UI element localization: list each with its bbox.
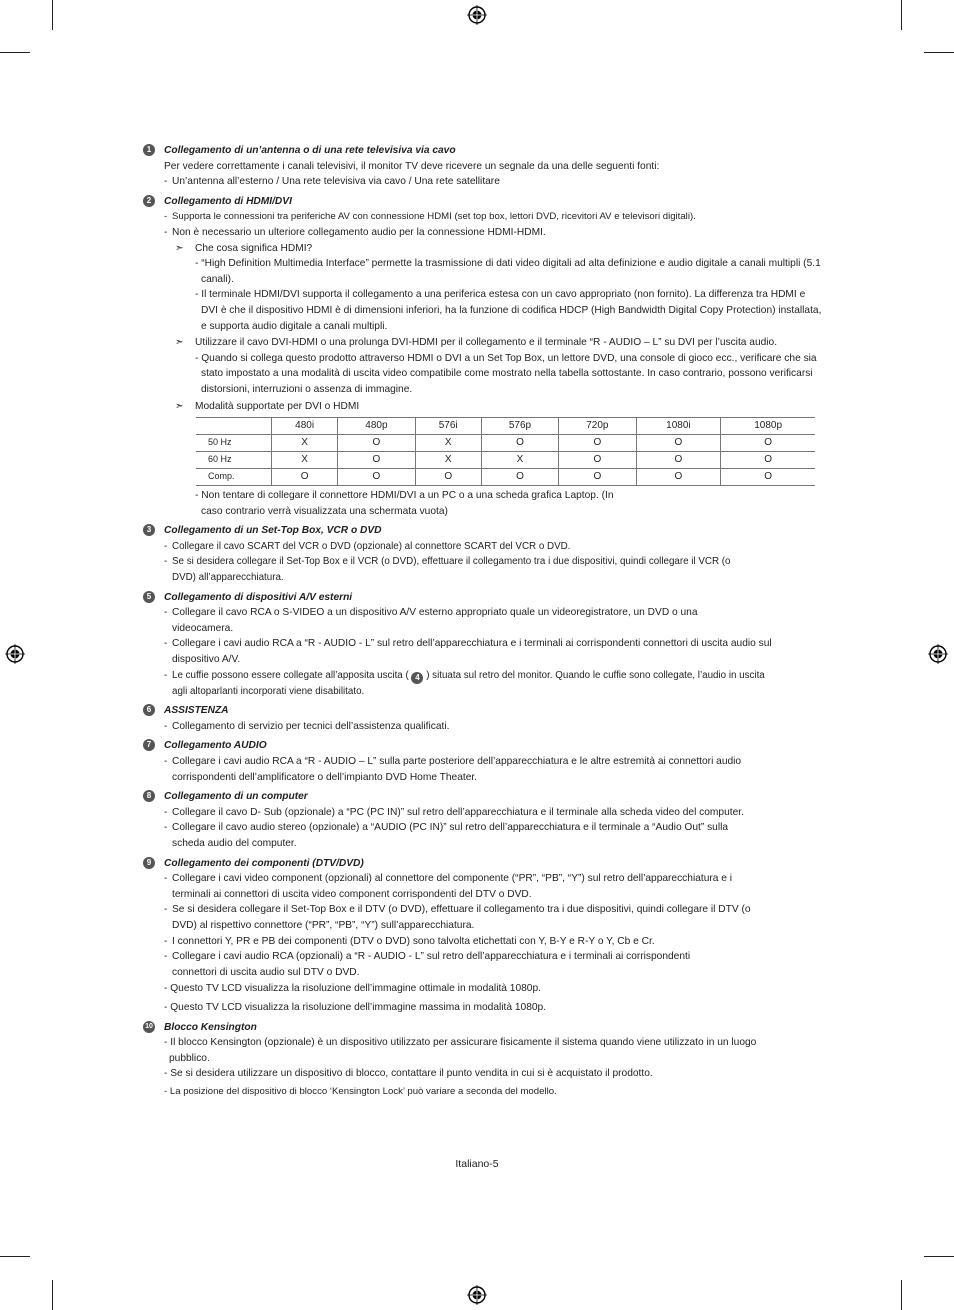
table-cell: 50 Hz [196,435,272,452]
note-text: - Se si desidera utilizzare un dispositivo di blocco, contattare il punto vendita in cui si è acquistato il prodotto. [164,1068,653,1080]
table-cell: 60 Hz [196,452,272,469]
list-item: - Collegamento di servizio per tecnici dell’assistenza qualificati. [143,719,823,735]
list-item: - Supporta le connessioni tra periferiche AV con connessione HDMI (set top box, lettori DVD, ricevitori AV e televisori digitali). [143,209,823,225]
section-settopbox [143,523,823,585]
section-number-badge: 8 [143,790,155,802]
note [143,1000,823,1016]
supported-modes-table [196,417,815,486]
crop-mark [901,1280,902,1310]
table-row [196,452,815,469]
table-header-cell: 576p [481,418,558,435]
note-title: Modalità supportate per DVI o HDMI [195,400,360,412]
note-title: Che cosa significa HDMI? [195,242,313,254]
table-cell: Comp. [196,469,272,486]
section-title: Collegamento dei componenti (DTV/DVD) [164,857,364,869]
crop-mark [924,1256,954,1257]
section-heading [143,738,823,754]
section-title: Collegamento AUDIO [164,740,267,752]
list-item: - Collegare il cavo RCA o S-VIDEO a un dispositivo A/V esterno appropriato quale un videoregistratore, un DVD o una videocamera. [143,605,742,636]
table-cell: O [559,469,636,486]
note-subitem-text: - Quando si collega questo prodotto attraverso HDMI o DVI a un Set Top Box, un lettore DVD, una console di gioco ecc., verificare che sia stato impostato a una modalità di uscita video compatibile come mostrato nella tabella sottostante. In caso contrario, possono verificarsi distorsioni, interruzioni o assenza di immagine. [195,352,817,395]
table-cell: O [272,469,338,486]
list-item: - Collegare i cavi audio RCA a “R - AUDIO - L” sul retro dell’apparecchiatura e i terminali ai corrispondenti connettori di uscita audio sul dispositivo A/V. [143,636,772,667]
note-text: - Questo TV LCD visualizza la risoluzione dell’immagine ottimale in modalità 1080p. [164,983,541,995]
registration-mark-icon [467,1285,487,1305]
registration-mark-icon [5,644,25,664]
note-text: - Il blocco Kensington (opzionale) è un dispositivo utilizzato per assicurare fisicamente il sistema quando viene utilizzato in un luogo pubblico. [164,1037,757,1064]
table-cell: O [338,452,415,469]
section-title: Collegamento di dispositivi A/V esterni [164,591,353,603]
arrow-note-icon: ➣ [175,337,184,349]
section-heading [143,789,823,805]
table-header-cell: 480i [272,418,338,435]
section-av-external [143,590,823,700]
section-computer [143,789,823,851]
list-item: - Collegare il cavo D- Sub (opzionale) a “PC (PC IN)” sul retro dell’apparecchiatura e il terminale alla scheda video del computer. [143,805,823,821]
table-cell: O [636,469,721,486]
section-heading [143,523,823,539]
note [143,241,823,257]
note-title: Utilizzare il cavo DVI-HDMI o una prolunga DVI-HDMI per il collegamento e il terminale “R - AUDIO – L” su DVI per l’uscita audio. [195,337,778,349]
table-row [196,435,815,452]
table-cell: O [721,469,815,486]
section-number-badge: 6 [143,704,155,716]
crop-mark [0,52,30,53]
section-heading [143,590,823,606]
section-heading [143,194,823,210]
table-cell: X [481,452,558,469]
section-title: Collegamento di HDMI/DVI [164,195,292,207]
table-header-cell: 576i [415,418,481,435]
table-header-cell: 1080p [721,418,815,435]
section-service [143,703,823,734]
table-cell: X [415,435,481,452]
note [143,981,823,997]
table-header-cell [196,418,272,435]
list-item: - Se si desidera collegare il Set-Top Box e il VCR (o DVD), effettuare il collegamento tra i due dispositivi, quindi collegare il VCR (o DVD) all’apparecchiatura. [143,554,747,585]
list-item: - Collegare il cavo SCART del VCR o DVD (opzionale) al connettore SCART del VCR o DVD. [143,539,823,555]
table-cell: O [481,435,558,452]
paragraph: Per vedere correttamente i canali televisivi, il monitor TV deve ricevere un segnale da una delle seguenti fonti: [164,160,660,172]
note-subitem [143,488,625,519]
note-subitem-text: - “High Definition Multimedia Interface” permette la trasmissione di dati video digitali ad alta definizione e audio digitale a canali multipli (5.1 canali). [195,258,821,285]
list-item: - Collegare i cavi audio RCA a “R - AUDIO – L” sulla parte posteriore dell’apparecchiatura e le altre estremità ai connettori audio corrispondenti dell’amplificatore o dell’impianto DVD Home Theater. [143,754,752,785]
list-item: - Collegare il cavo audio stereo (opzionale) a “AUDIO (PC IN)” sul retro dell’apparecchiatura e il terminale a “Audio Out” sulla scheda audio del computer. [143,820,762,851]
section-number-badge: 10 [143,1021,155,1033]
note-text: - Questo TV LCD visualizza la risoluzione dell’immagine massima in modalità 1080p. [164,1001,547,1013]
list-item: - Le cuffie possono essere collegate all’apposita uscita ( 4 ) situata sul retro del monitor. Quando le cuffie sono collegate, l’audio in uscita agli altoparlanti incorporati viene disabilitato. [143,668,772,700]
section-title: Collegamento di un’antenna o di una rete televisiva via cavo [164,145,456,156]
table-cell: O [559,435,636,452]
registration-mark-icon [467,5,487,25]
table-header-row [196,418,815,435]
note [143,1084,823,1100]
note-subitem [143,256,823,287]
crop-mark [52,1280,53,1310]
crop-mark [0,1256,30,1257]
note-subitem-text: - Non tentare di collegare il connettore HDMI/DVI a un PC o a una scheda grafica Laptop. (In caso contrario verrà visualizzata una schermata vuota) [195,490,614,517]
section-heading [143,856,823,872]
section-title: Collegamento di un Set-Top Box, VCR o DVD [164,525,382,537]
note-subitem [143,351,823,398]
section-hdmi-dvi [143,194,823,520]
section-heading [143,143,823,159]
section-title: Blocco Kensington [164,1021,257,1033]
section-audio [143,738,823,785]
section-kensington [143,1020,823,1100]
table-cell: O [636,452,721,469]
table-cell: O [415,469,481,486]
crop-mark [901,0,902,30]
note-subitem [143,287,823,334]
table-cell: O [338,469,415,486]
section-number-badge: 9 [143,857,155,869]
note [143,1035,774,1066]
registration-mark-icon [928,644,948,664]
document-body [143,143,823,1099]
table-header-cell: 480p [338,418,415,435]
section-components [143,856,823,1016]
section-antenna [143,143,823,190]
section-number-badge: 7 [143,739,155,751]
table-cell: O [721,452,815,469]
note [143,1066,823,1082]
table-cell: O [721,435,815,452]
section-number-badge: 5 [143,591,155,603]
table-row [196,469,815,486]
headphone-port-number-badge: 4 [411,672,423,684]
note-subitem-text: - Il terminale HDMI/DVI supporta il collegamento a una periferica estesa con un cavo appropriato (non fornito). La differenza tra HDMI e DVI è che il dispositivo HDMI è di dimensioni inferiori, ha la funzione di codifica HDCP (High Bandwidth Digital Copy Protection) installata, e supporta audio digitale a canali multipli. [195,289,822,332]
section-title: Collegamento di un computer [164,791,308,803]
list-item: - Un’antenna all’esterno / Una rete televisiva via cavo / Una rete satellitare [143,174,823,190]
section-number-badge: 1 [143,144,155,156]
list-item: - Non è necessario un ulteriore collegamento audio per la connessione HDMI-HDMI. [143,225,823,241]
list-item: - I connettori Y, PR e PB dei componenti (DTV o DVD) sono talvolta etichettati con Y, B-Y e R-Y o Y, Cb e Cr. [143,934,823,950]
arrow-note-icon: ➣ [175,400,184,412]
arrow-note-icon: ➣ [175,242,184,254]
table-cell: O [481,469,558,486]
table-header-cell: 720p [559,418,636,435]
crop-mark [924,52,954,53]
page-footer: Italiano-5 [455,1158,499,1170]
table-cell: X [415,452,481,469]
note-text: - La posizione del dispositivo di blocco ‘Kensington Lock’ può variare a seconda del modello. [164,1085,557,1097]
table-cell: X [272,435,338,452]
section-number-badge: 3 [143,524,155,536]
section-heading [143,703,823,719]
table-cell: O [636,435,721,452]
table-cell: X [272,452,338,469]
section-title: ASSISTENZA [164,705,229,717]
section-number-badge: 2 [143,195,155,207]
note [143,399,823,415]
list-item: - Collegare i cavi audio RCA (opzionali) a “R - AUDIO - L” sul retro dell’apparecchiatura e i terminali ai corrispondenti connettori di uscita audio sul DTV o DVD. [143,949,732,980]
table-cell: O [559,452,636,469]
list-item: - Collegare i cavi video component (opzionali) al connettore del componente (“PR”, “PB”, “Y”) sul retro dell’apparecchiatura e i terminali ai connettori di uscita video component corrispondenti del DTV o DVD. [143,871,772,902]
table-header-cell: 1080i [636,418,721,435]
crop-mark [52,0,53,30]
table-cell: O [338,435,415,452]
list-item: - Se si desidera collegare il Set-Top Box e il DTV (o DVD), effettuare il collegamento tra i due dispositivi, quindi collegare il DTV (o DVD) al rispettivo connettore (“PR”, “PB”, “Y”) sull’apparecchiatura. [143,902,757,933]
section-heading [143,1020,823,1036]
note [143,335,823,351]
